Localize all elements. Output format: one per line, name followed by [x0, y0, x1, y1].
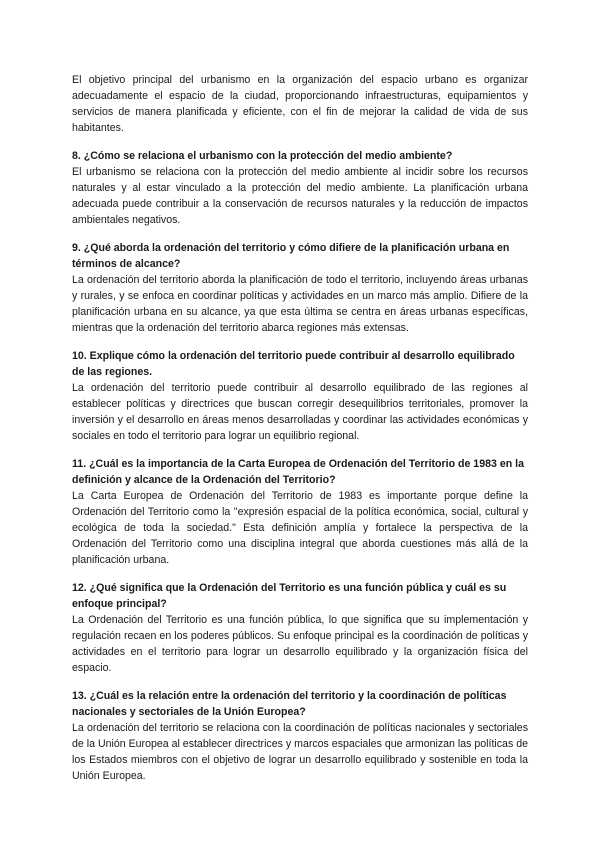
answer-paragraph: La ordenación del territorio aborda la planificación de todo el territorio, incluyendo áreas urbanas y rurales, y se enfoca en coordinar políticas y actividades en un marco más amplio. Difiere de la planificación urbana en su alcance, ya que esta última se centra en áreas urbanas específicas, mientras que la ordenación del territorio abarca regiones más extensas. — [72, 274, 528, 334]
question-heading: 11. ¿Cuál es la importancia de la Carta Europea de Ordenación del Territorio de 1983 en la definición y alcance de la Ordenación del Territorio? — [72, 458, 524, 486]
qa-item-10 — [72, 348, 528, 444]
qa-item-12 — [72, 580, 528, 676]
answer-paragraph: La Ordenación del Territorio es una función pública, lo que significa que su implementación y regulación recaen en los poderes públicos. Su enfoque principal es la coordinación de políticas y actividades en el territorio para lograr un desarrollo equilibrado y la organización física del espacio. — [72, 614, 528, 674]
qa-item-13 — [72, 688, 528, 784]
question-heading: 9. ¿Qué aborda la ordenación del territorio y cómo difiere de la planificación urbana en términos de alcance? — [72, 242, 510, 270]
question-heading: 10. Explique cómo la ordenación del territorio puede contribuir al desarrollo equilibrado de las regiones. — [72, 350, 515, 378]
answer-paragraph: El urbanismo se relaciona con la protección del medio ambiente al incidir sobre los recursos naturales y al estar vinculado a la protección del medio ambiente. La planificación urbana adecuada puede contribuir a la conservación de recursos naturales y la reducción de impactos ambientales negativos. — [72, 166, 528, 226]
intro-paragraph: El objetivo principal del urbanismo en la organización del espacio urbano es organizar adecuadamente el espacio de la ciudad, proporcionando infraestructuras, equipamientos y servicios de manera planificada y eficiente, con el fin de mejorar la calidad de vida de sus habitantes. — [72, 74, 528, 134]
question-heading: 13. ¿Cuál es la relación entre la ordenación del territorio y la coordinación de políticas nacionales y sectoriales de la Unión Europea? — [72, 690, 507, 718]
question-heading: 12. ¿Qué significa que la Ordenación del Territorio es una función pública y cuál es su enfoque principal? — [72, 582, 507, 610]
qa-item-11 — [72, 456, 528, 568]
qa-item-8 — [72, 148, 528, 228]
document-page — [72, 72, 528, 796]
qa-item-9 — [72, 240, 528, 336]
question-heading: 8. ¿Cómo se relaciona el urbanismo con la protección del medio ambiente? — [72, 150, 453, 162]
answer-paragraph: La ordenación del territorio puede contribuir al desarrollo equilibrado de las regiones al establecer políticas y directrices que buscan corregir desequilibrios territoriales, promover la inversión y el desarrollo en áreas menos desarrolladas y coordinar las actividades económicas y sociales en todo el territorio para lograr un equilibrio regional. — [72, 382, 528, 442]
answer-paragraph: La Carta Europea de Ordenación del Territorio de 1983 es importante porque define la Ordenación del Territorio como la "expresión espacial de la política económica, social, cultural y ecológica de toda la sociedad." Esta definición amplía y fortalece la perspectiva de la Ordenación del Territorio como una disciplina integral que aborda cuestiones más allá de la planificación urbana. — [72, 490, 528, 566]
answer-paragraph: La ordenación del territorio se relaciona con la coordinación de políticas nacionales y sectoriales de la Unión Europea al establecer directrices y marcos espaciales que armonizan las políticas de los Estados miembros con el objetivo de lograr un desarrollo equilibrado y sostenible en toda la Unión Europea. — [72, 722, 528, 782]
